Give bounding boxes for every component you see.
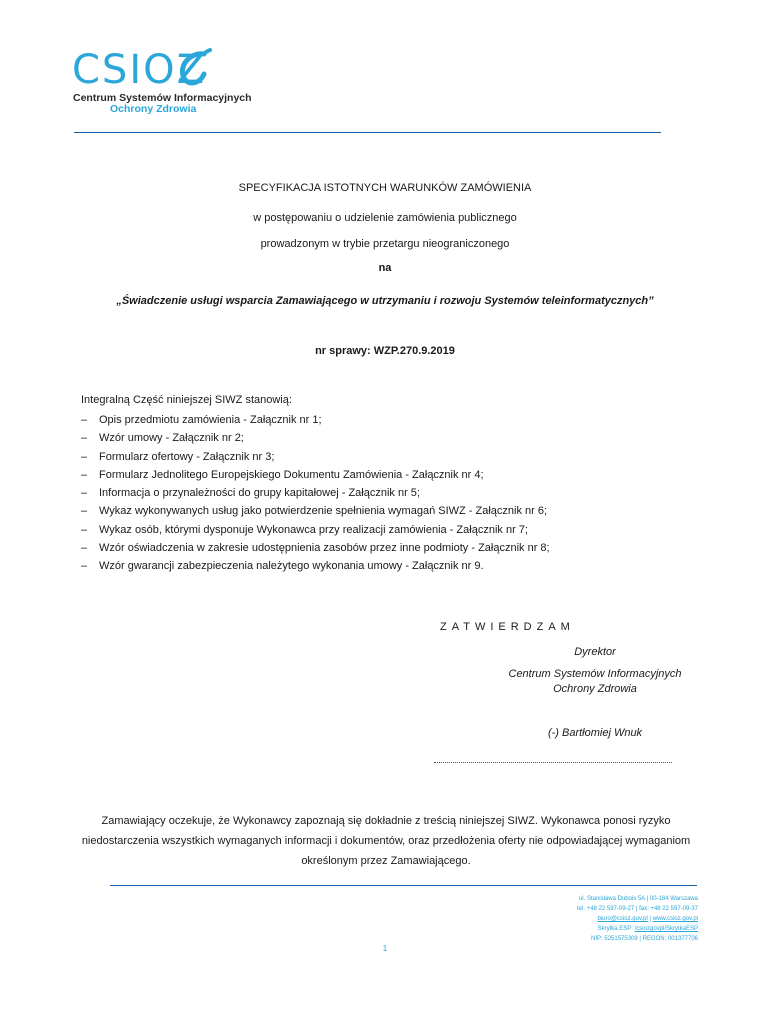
logo-swoosh-icon — [170, 48, 214, 92]
notice-paragraph: Zamawiający oczekuje, że Wykonawcy zapoznają się dokładnie z treścią niniejszej SIWZ. Wykonawca ponosi ryzyko niedostarczenia wszystkich wymaganych informacji i dokumentów, oraz przedłożenia oferty nie odpowiadającej wymaganiom określonym przez Zamawiającego. — [81, 815, 691, 867]
list-item: – Wzór gwarancji zabezpieczenia należytego wykonania umowy - Załącznik nr 9. — [81, 560, 484, 573]
title-line-3: prowadzonym w trybie przetargu nieograniczonego — [260, 238, 510, 250]
footer-address: ul. Stanisława Dubois 5A | 00-184 Warszawa — [578, 896, 698, 902]
list-item: – Wykaz osób, którymi dysponuje Wykonawca przy realizacji zamówienia - Załącznik nr 7; — [81, 523, 528, 536]
logo-subtitle: Centrum Systemów Informacyjnych — [73, 92, 252, 104]
signature-name: (-) Bartłomiej Wnuk — [547, 727, 643, 739]
document-title: SPECYFIKACJA ISTOTNYCH WARUNKÓW ZAMÓWIENIA — [238, 182, 532, 194]
list-item: – Wykaz wykonywanych usług jako potwierdzenie spełnienia wymagań SIWZ - Załącznik nr 6; — [81, 505, 548, 518]
approval-label: ZATWIERDZAM — [440, 621, 575, 633]
approver-org-line-1: Centrum Systemów Informacyjnych — [508, 668, 682, 680]
page-number: 1 — [382, 944, 388, 953]
attachments-lead: Integralną Część niniejszej SIWZ stanowią: — [81, 394, 292, 406]
footer-ids: NIP: 5251575309 | REGON: 001377706 — [591, 936, 698, 942]
footer-email-link[interactable]: biuro@csioz.gov.pl — [597, 916, 648, 922]
title-line-4: na — [378, 262, 392, 274]
footer-epuap: Skrytka ESP: /csiozgovpl/SkrytkaESP — [597, 926, 698, 932]
list-item: – Wzór umowy - Załącznik nr 2; — [81, 432, 244, 445]
footer-website-link[interactable]: www.csioz.gov.pl — [652, 916, 698, 922]
attachments-list — [81, 411, 550, 576]
logo-subtitle-secondary: Ochrony Zdrowia — [110, 103, 197, 115]
footer-epuap-link[interactable]: /csiozgovpl/SkrytkaESP — [634, 926, 698, 932]
list-item: – Opis przedmiotu zamówienia - Załącznik nr 1; — [81, 414, 322, 426]
header-divider — [74, 132, 661, 133]
footer-contact: biuro@csioz.gov.pl | www.csioz.gov.pl — [597, 916, 698, 922]
list-item: – Informacja o przynależności do grupy kapitałowej - Załącznik nr 5; — [81, 487, 420, 500]
title-line-2: w postępowaniu o udzielenie zamówienia publicznego — [253, 212, 517, 224]
approver-org-line-2: Ochrony Zdrowia — [553, 683, 637, 695]
approver-role: Dyrektor — [574, 646, 616, 658]
logo-text: CSIOZ — [72, 47, 207, 93]
footer-phone: tel. +48 22 597-09-27 | fax: +48 22 597-09-37 — [577, 906, 698, 912]
case-number: nr sprawy: WZP.270.9.2019 — [315, 345, 455, 357]
list-item: – Formularz ofertowy - Załącznik nr 3; — [81, 450, 275, 463]
list-item: – Wzór oświadczenia w zakresie udostępnienia zasobów przez inne podmioty - Załącznik nr 8; — [81, 542, 550, 555]
procurement-subject: „Świadczenie usługi wsparcia Zamawiającego w utrzymaniu i rozwoju Systemów teleinformatycznych” — [116, 295, 654, 307]
footer-divider — [110, 885, 697, 886]
signature-line — [434, 762, 672, 763]
list-item: – Formularz Jednolitego Europejskiego Dokumentu Zamówienia - Załącznik nr 4; — [81, 468, 484, 481]
